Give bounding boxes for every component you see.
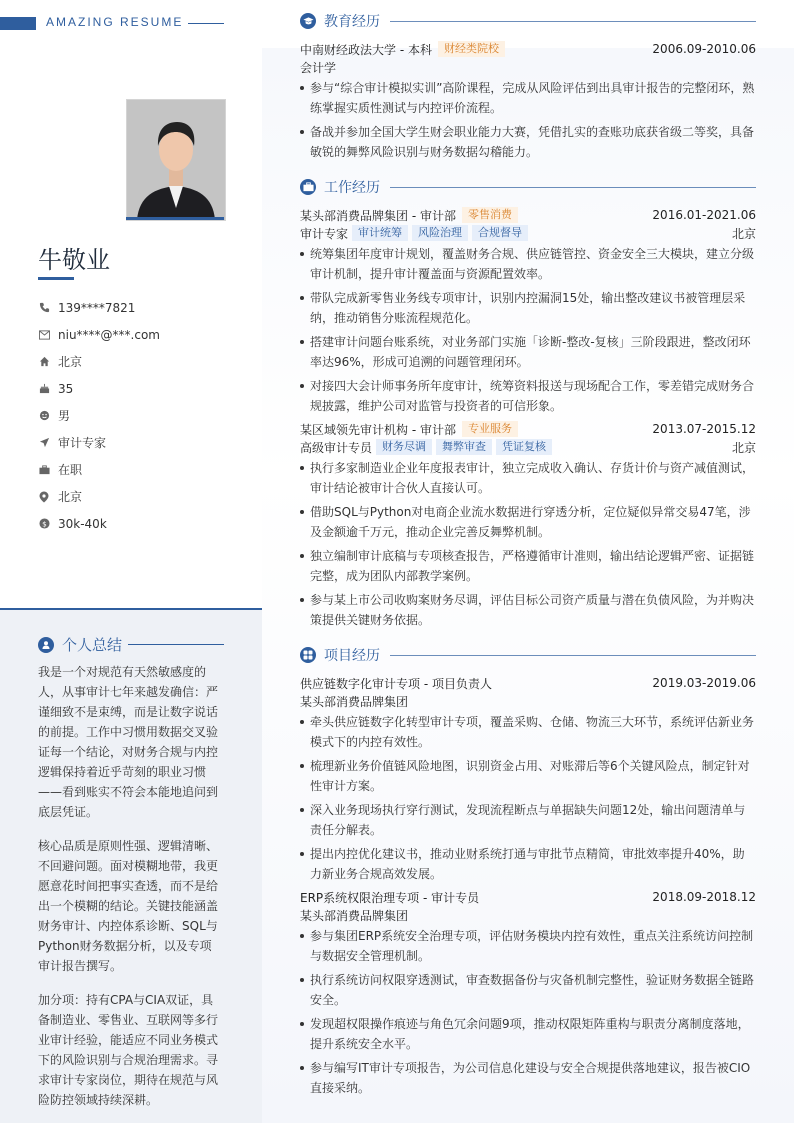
salary-icon [38, 518, 50, 530]
list-item: 对接四大会计师事务所年度审计，统筹资料报送与现场配合工作，零差错完成财务合规披露，维护公司对监管与投资者的可信形象。 [300, 376, 756, 416]
job-entry [300, 206, 756, 416]
job-city: 北京 [731, 440, 756, 455]
name-underline [38, 277, 74, 280]
brand-line [188, 23, 224, 24]
list-item: 参与集团ERP系统安全治理专项，评估财务模块内控有效性，重点关注系统访问控制与数据安全管理机制。 [300, 926, 756, 966]
brand-text: AMAZING RESUME [46, 15, 184, 29]
location-icon [38, 491, 50, 503]
project-bullets [300, 712, 756, 884]
list-item: 牵头供应链数字化转型审计专项，覆盖采购、仓储、物流三大环节，系统评估新业务模式下的内控有效性。 [300, 712, 756, 752]
grid-icon [300, 647, 316, 663]
work-header [300, 176, 756, 198]
job-company-group [300, 207, 518, 224]
job-industry-tag: 专业服务 [462, 421, 518, 437]
send-icon [38, 437, 50, 449]
job-role-group [300, 439, 552, 456]
list-item: 备战并参加全国大学生财会职业能力大赛，凭借扎实的查账功底获省级二等奖，具备敏锐的舞弊风险识别与财务数据勾稽能力。 [300, 122, 756, 162]
avatar-silhouette-icon [127, 100, 225, 220]
job-role: 审计专家 [300, 226, 349, 241]
summary-text [38, 662, 222, 1124]
main-content [300, 10, 756, 1112]
education-date: 2006.09-2010.06 [652, 42, 756, 56]
education-title: 教育经历 [324, 14, 380, 30]
info-email [38, 321, 258, 348]
education-major: 会计学 [300, 60, 337, 75]
list-item: 参与“综合审计模拟实训”高阶课程，完成从风险评估到出具审计报告的完整闭环，熟练掌握实质性测试与内控评价流程。 [300, 78, 756, 118]
projects-title-line [390, 655, 756, 656]
avatar-underline [126, 217, 224, 220]
phone-icon [38, 302, 50, 314]
project-name-row [300, 674, 756, 692]
summary-title: 个人总结 [62, 636, 123, 654]
job-company: 某区域领先审计机构 - 审计部 [300, 422, 456, 437]
info-gender [38, 402, 258, 429]
info-location [38, 483, 258, 510]
cake-icon [38, 383, 50, 395]
job-company-group [300, 421, 518, 438]
job-skill-tag: 财务尽调 [376, 439, 432, 455]
list-item: 带队完成新零售业务线专项审计，识别内控漏洞15处，输出整改建议书被管理层采纳，推动销售分账流程规范化。 [300, 288, 756, 328]
info-email-text: niu****@***.com [58, 327, 160, 342]
education-row [300, 40, 756, 58]
job-bullets [300, 244, 756, 416]
briefcase-icon [38, 464, 50, 476]
job-skill-tag: 风险治理 [412, 225, 468, 241]
info-position [38, 429, 258, 456]
list-item: 执行多家制造业企业年度报表审计，独立完成收入确认、存货计价与资产减值测试，审计结论被审计合伙人直接认可。 [300, 458, 756, 498]
job-skill-tag: 审计统筹 [352, 225, 408, 241]
job-company: 某头部消费品牌集团 - 审计部 [300, 208, 456, 223]
info-phone [38, 294, 258, 321]
info-gender-text: 男 [58, 409, 71, 423]
education-section [300, 10, 756, 162]
info-home [38, 348, 258, 375]
work-title-line [390, 187, 756, 188]
info-age-text: 35 [58, 381, 74, 396]
list-item: 提出内控优化建议书，推动业财系统打通与审批节点精简，审批效率提升40%，助力新业务合规高效发展。 [300, 844, 756, 884]
info-position-text: 审计专家 [58, 436, 107, 450]
project-org-row [300, 906, 756, 924]
mail-icon [38, 329, 50, 341]
info-age [38, 375, 258, 402]
job-city: 北京 [731, 226, 756, 241]
project-org-row [300, 692, 756, 710]
job-date: 2013.07-2015.12 [652, 422, 756, 436]
job-skill-tag: 凭证复核 [496, 439, 552, 455]
profile-name: 牛敬业 [38, 246, 110, 274]
sidebar [0, 0, 262, 1123]
list-item: 深入业务现场执行穿行测试，发现流程断点与单据缺失问题12处，输出问题清单与责任分解表。 [300, 800, 756, 840]
project-org: 某头部消费品牌集团 [300, 908, 409, 923]
project-org: 某头部消费品牌集团 [300, 694, 409, 709]
education-school-group [300, 41, 505, 58]
avatar [126, 99, 226, 221]
summary-paragraph: 我是一个对规范有天然敏感度的人，从事审计七年来越发确信：严谨细致不是束缚，而是让数字说话的前提。工作中习惯用数据交叉验证每一个结论，对财务合规与内控逻辑保持着近乎苛刻的职业习惯——看到账实不符会本能地追问到底层凭证。 [38, 665, 219, 819]
work-section [300, 176, 756, 630]
list-item: 统筹集团年度审计规划，覆盖财务合规、供应链管控、资金安全三大模块，建立分级审计机制，提升审计覆盖面与资源配置效率。 [300, 244, 756, 284]
job-skill-tag: 合规督导 [472, 225, 528, 241]
education-major-row [300, 58, 756, 76]
project-date: 2019.03-2019.06 [652, 676, 756, 690]
contact-info-list [38, 294, 258, 537]
project-name: ERP系统权限治理专项 - 审计专员 [300, 890, 480, 905]
projects-section [300, 644, 756, 1098]
list-item: 参与某上市公司收购案财务尽调，评估目标公司资产质量与潜在负债风险，为并购决策提供关键财务依据。 [300, 590, 756, 630]
education-school: 中南财经政法大学 - 本科 [300, 42, 432, 57]
job-skill-tag: 舞弊审查 [436, 439, 492, 455]
info-salary-text: 30k-40k [58, 516, 107, 531]
summary-title-line [128, 644, 224, 645]
svg-text:$: $ [41, 519, 47, 529]
graduation-cap-icon [300, 13, 316, 29]
list-item: 执行系统访问权限穿透测试，审查数据备份与灾备机制完整性，验证财务数据全链路安全。 [300, 970, 756, 1010]
info-phone-text: 139****7821 [58, 300, 136, 315]
info-status [38, 456, 258, 483]
brand-bar [0, 17, 36, 30]
education-title-line [390, 21, 756, 22]
job-date: 2016.01-2021.06 [652, 208, 756, 222]
info-location-text: 北京 [58, 490, 83, 504]
list-item: 发现超权限操作痕迹与角色冗余问题9项，推动权限矩阵重构与职责分离制度落地，提升系统安全水平。 [300, 1014, 756, 1054]
education-bullets [300, 78, 756, 162]
project-entry [300, 674, 756, 884]
user-icon [38, 637, 54, 653]
projects-title: 项目经历 [324, 648, 380, 664]
job-role-row [300, 438, 756, 456]
job-role-row [300, 224, 756, 242]
list-item: 搭建审计问题台账系统，对业务部门实施「诊断-整改-复核」三阶段跟进，整改闭环率达96%，形成可追溯的问题管理闭环。 [300, 332, 756, 372]
project-entry [300, 888, 756, 1098]
job-role-group [300, 225, 528, 242]
gender-icon [38, 410, 50, 422]
education-tag: 财经类院校 [438, 41, 505, 57]
projects-header [300, 644, 756, 666]
job-company-row [300, 206, 756, 224]
list-item: 借助SQL与Python对电商企业流水数据进行穿透分析，定位疑似异常交易47笔，涉及金额逾千万元，推动企业完善反舞弊机制。 [300, 502, 756, 542]
project-date: 2018.09-2018.12 [652, 890, 756, 904]
summary-paragraph: 加分项：持有CPA与CIA双证，具备制造业、零售业、互联网等多行业审计经验，能适应不同业务模式下的风险识别与合规治理需求。寻求审计专家岗位，期待在规范与风险防控领域持续深耕。 [38, 993, 219, 1107]
list-item: 独立编制审计底稿与专项核查报告，严格遵循审计准则，输出结论逻辑严密、证据链完整，成为团队内部教学案例。 [300, 546, 756, 586]
job-bullets [300, 458, 756, 630]
home-icon [38, 356, 50, 368]
job-role: 高级审计专员 [300, 440, 373, 455]
project-name-row [300, 888, 756, 906]
summary-paragraph: 核心品质是原则性强、逻辑清晰、不回避问题。面对模糊地带，我更愿意花时间把事实查透，而不是给出一个模糊的结论。关键技能涵盖财务审计、内控体系诊断、SQL与Python财务数据分析，以及专项审计报告撰写。 [38, 839, 219, 973]
project-bullets [300, 926, 756, 1098]
work-title: 工作经历 [324, 180, 380, 196]
list-item: 梳理新业务价值链风险地图，识别资金占用、对账滞后等6个关键风险点，制定针对性审计方案。 [300, 756, 756, 796]
list-item: 参与编写IT审计专项报告，为公司信息化建设与安全合规提供落地建议，报告被CIO直接采纳。 [300, 1058, 756, 1098]
summary-header [38, 634, 224, 655]
briefcase-icon [300, 179, 316, 195]
info-salary [38, 510, 258, 537]
job-entry [300, 420, 756, 630]
info-status-text: 在职 [58, 463, 83, 477]
education-header [300, 10, 756, 32]
job-industry-tag: 零售消费 [462, 207, 518, 223]
project-name: 供应链数字化审计专项 - 项目负责人 [300, 676, 492, 691]
job-company-row [300, 420, 756, 438]
info-home-text: 北京 [58, 355, 83, 369]
